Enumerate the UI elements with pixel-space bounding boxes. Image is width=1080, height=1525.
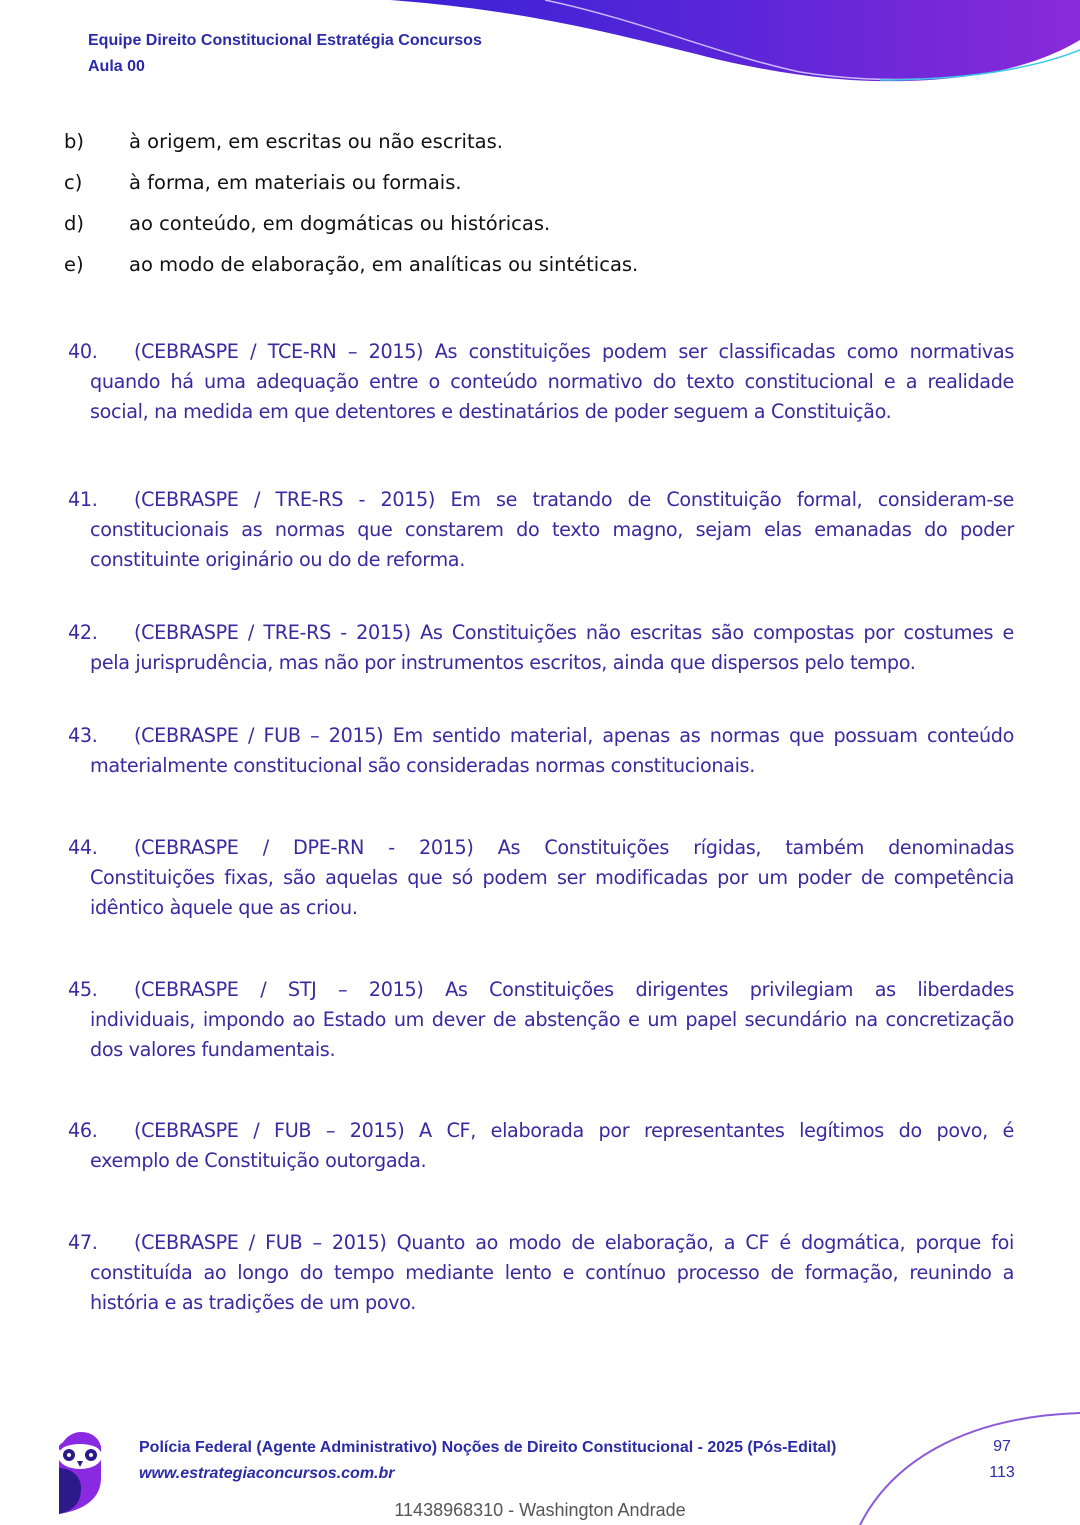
footer-watermark: 11438968310 - Washington Andrade [394, 1500, 686, 1520]
question-number: 47. [68, 1231, 98, 1254]
question-text-rest: individuais, impondo ao Estado um dever de abstenção e um papel secundário na concretização dos valores fundamentais. [90, 1008, 1014, 1062]
question-text-first: (CEBRASPE / STJ – 2015) As Constituições dirigentes privilegiam as liberdades [134, 978, 1014, 1001]
question-42 [68, 618, 1014, 678]
question-41 [68, 485, 1014, 576]
question-46 [68, 1116, 1014, 1176]
question-text-first: (CEBRASPE / TRE-RS - 2015) As Constituições não escritas são compostas por costumes e [134, 621, 1014, 644]
page-header [88, 28, 482, 80]
header-lesson: Aula 00 [88, 58, 145, 75]
footer-course-title: Polícia Federal (Agente Administrativo) Noções de Direito Constitucional - 2025 (Pós-Edital) [139, 1439, 837, 1456]
question-text-rest: exemplo de Constituição outorgada. [90, 1149, 427, 1173]
question-45 [68, 975, 1014, 1066]
question-text-first: (CEBRASPE / DPE-RN - 2015) As Constituições rígidas, também denominadas [134, 836, 1014, 859]
question-number: 41. [68, 488, 98, 511]
question-text-first: (CEBRASPE / TCE-RN – 2015) As constituições podem ser classificadas como normativas [134, 340, 1014, 363]
question-44 [68, 833, 1014, 924]
current-page-number: 97 [993, 1438, 1011, 1455]
answer-options [64, 127, 638, 291]
option-b: b) à origem, em escritas ou não escritas. [64, 130, 503, 153]
question-number: 45. [68, 978, 98, 1001]
option-d: d) ao conteúdo, em dogmáticas ou históricas. [64, 212, 551, 235]
question-text-first: (CEBRASPE / FUB – 2015) Quanto ao modo de elaboração, a CF é dogmática, porque foi [134, 1231, 1014, 1254]
question-43 [68, 721, 1014, 781]
question-text-first: (CEBRASPE / FUB – 2015) Em sentido material, apenas as normas que possuam conteúdo [134, 724, 1014, 747]
footer-website-link[interactable]: www.estrategiaconcursos.com.br [139, 1465, 395, 1482]
question-text-first: (CEBRASPE / TRE-RS - 2015) Em se tratando de Constituição formal, consideram-se [134, 488, 1014, 511]
question-40 [68, 337, 1014, 428]
question-47 [68, 1228, 1014, 1319]
total-pages: 113 [989, 1464, 1015, 1481]
question-text-first: (CEBRASPE / FUB – 2015) A CF, elaborada por representantes legítimos do povo, é [134, 1119, 1014, 1142]
option-c: c) à forma, em materiais ou formais. [64, 171, 462, 194]
question-number: 46. [68, 1119, 98, 1142]
question-number: 42. [68, 621, 98, 644]
question-text-rest: Constituições fixas, são aquelas que só podem ser modificadas por um poder de competência idêntico àquele que as criou. [90, 866, 1014, 920]
question-text-rest: materialmente constitucional são consideradas normas constitucionais. [90, 754, 755, 778]
question-text-rest: pela jurisprudência, mas não por instrumentos escritos, ainda que dispersos pelo tempo. [90, 651, 916, 675]
question-number: 43. [68, 724, 98, 747]
question-number: 44. [68, 836, 98, 859]
question-text-rest: constituída ao longo do tempo mediante lento e contínuo processo de formação, reunindo a história e as tradições de um povo. [90, 1261, 1014, 1315]
header-team: Equipe Direito Constitucional Estratégia Concursos [88, 32, 482, 49]
question-text-rest: constitucionais as normas que constarem do texto magno, sejam elas emanadas do poder constituinte originário ou do de reforma. [90, 518, 1014, 572]
option-e: e) ao modo de elaboração, em analíticas ou sintéticas. [64, 253, 639, 276]
question-text-rest: quando há uma adequação entre o conteúdo normativo do texto constitucional e a realidade social, na medida em que detentores e destinatários de poder seguem a Constituição. [90, 370, 1014, 424]
question-number: 40. [68, 340, 98, 363]
